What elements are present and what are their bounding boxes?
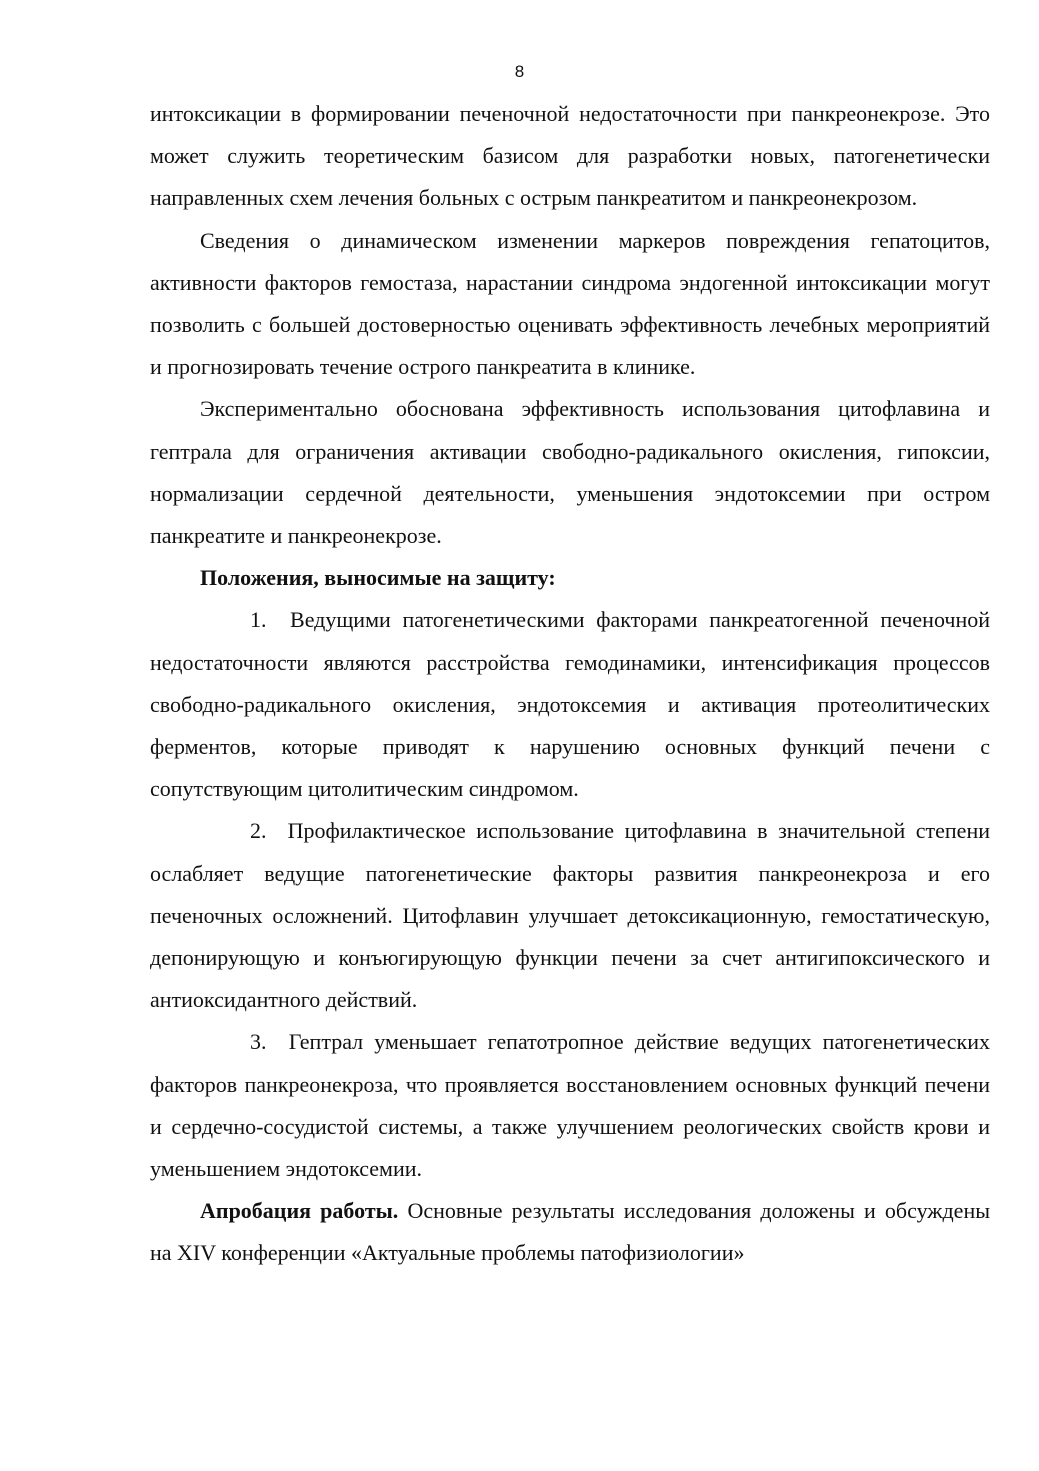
approbation-text: Основные результаты исследования доложены и обсуждены на XIV конференции «Актуальные проблемы патофизиологии» xyxy=(150,1198,990,1266)
document-body xyxy=(150,93,990,1275)
provision-text: Ведущими патогенетическими факторами панкреатогенной печеночной недостаточности являются расстройства гемодинамики, интенсификация процессов свободно-радикального окисления, эндотоксемия и активация протеолитических ферментов, которые приводят к нарушению основных функций печени с сопутствующим цитолитическим синдромом. xyxy=(150,607,991,802)
page-number: 8 xyxy=(514,62,525,81)
provision-text: Профилактическое использование цитофлавина в значительной степени ослабляет ведущие патогенетические факторы развития панкреонекроза и его печеночных осложнений. Цитофлавин улучшает детоксикационную, гемостатическую, депонирующую и конъюгирующую функции печени за счет антигипоксического и антиоксидантного действий. xyxy=(150,818,990,1013)
paragraph-intoxication-continuation: интоксикации в формировании печеночной недостаточности при панкреонекрозе. Это может служить теоретическим базисом для разработки новых, патогенетически направленных схем лечения больных с острым панкреатитом и панкреонекрозом. xyxy=(150,101,990,211)
provision-number: 1. xyxy=(250,607,267,633)
provision-item-1 xyxy=(150,599,990,810)
paragraph-markers-dynamics: Сведения о динамическом изменении маркеров повреждения гепатоцитов, активности факторов гемостаза, нарастании синдрома эндогенной интоксикации могут позволить с большей достоверностью оценивать эффективность лечебных мероприятий и прогнозировать течение острого панкреатита в клинике. xyxy=(150,227,990,380)
provision-text: Гептрал уменьшает гепатотропное действие ведущих патогенетических факторов панкреонекроза, что проявляется восстановлением основных функций печени и сердечно-сосудистой системы, а также улучшением реологических свойств крови и уменьшением эндотоксемии. xyxy=(150,1029,991,1182)
provision-number: 3. xyxy=(250,1029,267,1055)
provision-number: 2. xyxy=(250,818,267,844)
approbation-lead: Апробация работы. xyxy=(200,1198,399,1224)
provision-item-3 xyxy=(150,1021,990,1190)
paragraph-approbation xyxy=(150,1190,990,1274)
paragraph-experimental-efficacy: Экспериментально обоснована эффективность использования цитофлавина и гептрала для ограничения активации свободно-радикального окисления, гипоксии, нормализации сердечной деятельности, уменьшения эндотоксемии при остром панкреатите и панкреонекрозе. xyxy=(150,396,990,549)
provision-item-2 xyxy=(150,810,990,1021)
provisions-heading: Положения, выносимые на защиту: xyxy=(200,565,556,591)
